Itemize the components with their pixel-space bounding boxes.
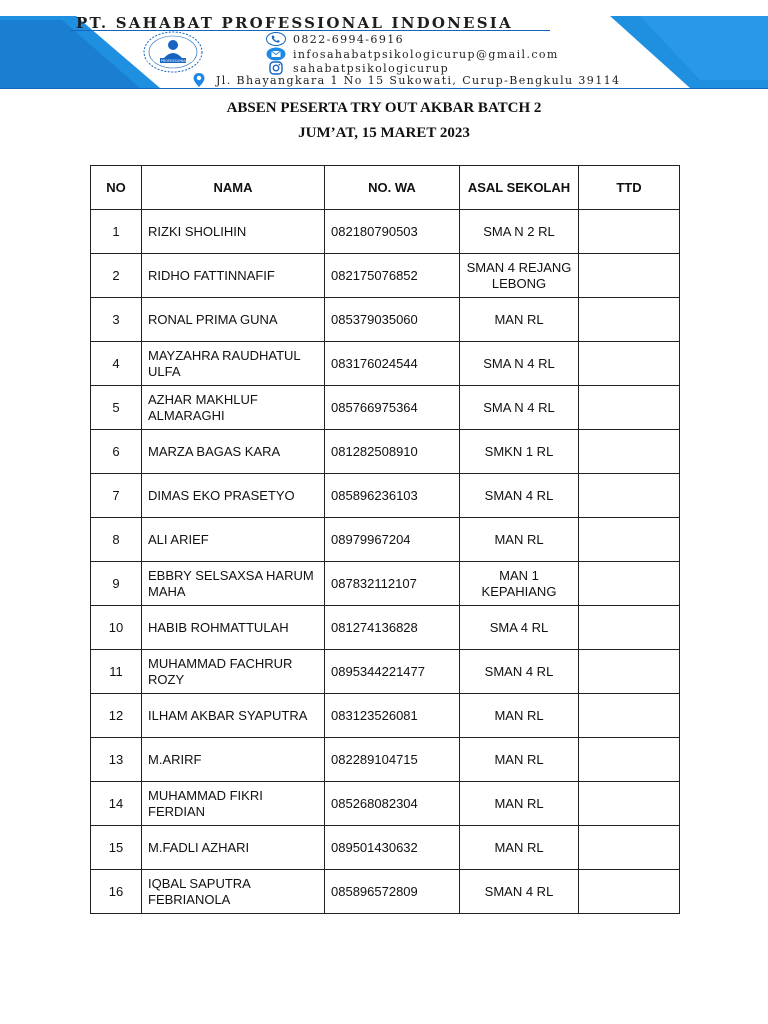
phone-number: 0822-6994-6916 (293, 32, 405, 46)
row-no: 4 (91, 342, 142, 386)
row-ttd (579, 782, 680, 826)
row-no: 5 (91, 386, 142, 430)
row-asal-sekolah: SMA 4 RL (460, 606, 579, 650)
table-row (91, 298, 680, 342)
address-text: Jl. Bhayangkara 1 No 15 Sukowati, Curup-Bengkulu 39114 (216, 73, 621, 87)
table-row (91, 518, 680, 562)
row-no: 7 (91, 474, 142, 518)
row-no: 10 (91, 606, 142, 650)
document-title: ABSEN PESERTA TRY OUT AKBAR BATCH 2 (226, 100, 542, 116)
row-no: 15 (91, 826, 142, 870)
row-ttd (579, 562, 680, 606)
row-no: 16 (91, 870, 142, 914)
row-no: 12 (91, 694, 142, 738)
row-asal-sekolah: MAN RL (460, 738, 579, 782)
phone-icon (265, 32, 287, 46)
row-no-wa: 082180790503 (325, 210, 460, 254)
row-asal-sekolah: SMA N 4 RL (460, 386, 579, 430)
row-nama: EBBRY SELSAXSA HARUM MAHA (142, 562, 325, 606)
company-name: PT. SAHABAT PROFESSIONAL INDONESIA (76, 14, 513, 32)
row-no: 3 (91, 298, 142, 342)
row-no: 8 (91, 518, 142, 562)
row-no: 9 (91, 562, 142, 606)
table-row (91, 694, 680, 738)
row-no-wa: 0895344221477 (325, 650, 460, 694)
row-no-wa: 081274136828 (325, 606, 460, 650)
row-no-wa: 085896572809 (325, 870, 460, 914)
location-pin-icon (188, 73, 210, 87)
row-asal-sekolah: SMA N 4 RL (460, 342, 579, 386)
table-row (91, 342, 680, 386)
table-header-row (91, 166, 680, 210)
table-row (91, 430, 680, 474)
row-nama: MAYZAHRA RAUDHATUL ULFA (142, 342, 325, 386)
row-no-wa: 083123526081 (325, 694, 460, 738)
attendance-table (90, 165, 680, 914)
row-no-wa: 085379035060 (325, 298, 460, 342)
row-asal-sekolah: MAN RL (460, 694, 579, 738)
row-no-wa: 085896236103 (325, 474, 460, 518)
row-ttd (579, 518, 680, 562)
row-nama: M.ARIRF (142, 738, 325, 782)
row-asal-sekolah: MAN RL (460, 518, 579, 562)
row-nama: RONAL PRIMA GUNA (142, 298, 325, 342)
row-no-wa: 082175076852 (325, 254, 460, 298)
row-asal-sekolah: SMAN 4 RL (460, 474, 579, 518)
row-no-wa: 082289104715 (325, 738, 460, 782)
row-no: 14 (91, 782, 142, 826)
row-nama: AZHAR MAKHLUF ALMARAGHI (142, 386, 325, 430)
row-no-wa: 081282508910 (325, 430, 460, 474)
table-row (91, 474, 680, 518)
instagram-handle: sahabatpsikologicurup (293, 61, 450, 75)
row-no-wa: 083176024544 (325, 342, 460, 386)
row-ttd (579, 474, 680, 518)
header-no-wa: NO. WA (325, 166, 460, 210)
row-no: 13 (91, 738, 142, 782)
row-ttd (579, 430, 680, 474)
row-no: 2 (91, 254, 142, 298)
email-icon (265, 47, 287, 61)
row-asal-sekolah: MAN 1 KEPAHIANG (460, 562, 579, 606)
header-nama: NAMA (142, 166, 325, 210)
table-row (91, 562, 680, 606)
row-ttd (579, 254, 680, 298)
letterhead (0, 0, 768, 92)
row-ttd (579, 386, 680, 430)
table-row (91, 826, 680, 870)
row-nama: RIZKI SHOLIHIN (142, 210, 325, 254)
row-asal-sekolah: SMAN 4 RL (460, 650, 579, 694)
row-ttd (579, 650, 680, 694)
row-asal-sekolah: SMKN 1 RL (460, 430, 579, 474)
row-asal-sekolah: MAN RL (460, 298, 579, 342)
table-row (91, 386, 680, 430)
row-ttd (579, 694, 680, 738)
row-asal-sekolah: MAN RL (460, 782, 579, 826)
contact-address (188, 73, 620, 87)
row-no: 1 (91, 210, 142, 254)
row-nama: MUHAMMAD FIKRI FERDIAN (142, 782, 325, 826)
table-row (91, 738, 680, 782)
row-asal-sekolah: SMAN 4 RL (460, 870, 579, 914)
table-row (91, 650, 680, 694)
table-row (91, 606, 680, 650)
row-ttd (579, 298, 680, 342)
table-row (91, 782, 680, 826)
row-nama: ALI ARIEF (142, 518, 325, 562)
contact-phone (265, 32, 404, 46)
row-ttd (579, 870, 680, 914)
row-ttd (579, 738, 680, 782)
row-ttd (579, 826, 680, 870)
row-no-wa: 085766975364 (325, 386, 460, 430)
table-row (91, 870, 680, 914)
row-nama: RIDHO FATTINNAFIF (142, 254, 325, 298)
row-no-wa: 08979967204 (325, 518, 460, 562)
row-ttd (579, 342, 680, 386)
row-ttd (579, 210, 680, 254)
header-ttd: TTD (579, 166, 680, 210)
row-asal-sekolah: SMAN 4 REJANG LEBONG (460, 254, 579, 298)
row-nama: ILHAM AKBAR SYAPUTRA (142, 694, 325, 738)
row-nama: MARZA BAGAS KARA (142, 430, 325, 474)
row-nama: HABIB ROHMATTULAH (142, 606, 325, 650)
header-no: NO (91, 166, 142, 210)
row-no-wa: 085268082304 (325, 782, 460, 826)
logo-text: PT SAHABAT PROFESSIONAL INDONESIA (137, 59, 209, 63)
row-asal-sekolah: SMA N 2 RL (460, 210, 579, 254)
contact-email (265, 47, 559, 61)
row-no-wa: 089501430632 (325, 826, 460, 870)
document-date: JUM’AT, 15 MARET 2023 (298, 125, 470, 141)
header-asal-sekolah: ASAL SEKOLAH (460, 166, 579, 210)
company-logo (137, 30, 209, 74)
row-nama: M.FADLI AZHARI (142, 826, 325, 870)
row-nama: IQBAL SAPUTRA FEBRIANOLA (142, 870, 325, 914)
table-row (91, 254, 680, 298)
row-asal-sekolah: MAN RL (460, 826, 579, 870)
row-no: 6 (91, 430, 142, 474)
email-address: infosahabatpsikologicurup@gmail.com (293, 47, 559, 61)
row-nama: DIMAS EKO PRASETYO (142, 474, 325, 518)
row-nama: MUHAMMAD FACHRUR ROZY (142, 650, 325, 694)
table-row (91, 210, 680, 254)
row-no: 11 (91, 650, 142, 694)
row-no-wa: 087832112107 (325, 562, 460, 606)
row-ttd (579, 606, 680, 650)
